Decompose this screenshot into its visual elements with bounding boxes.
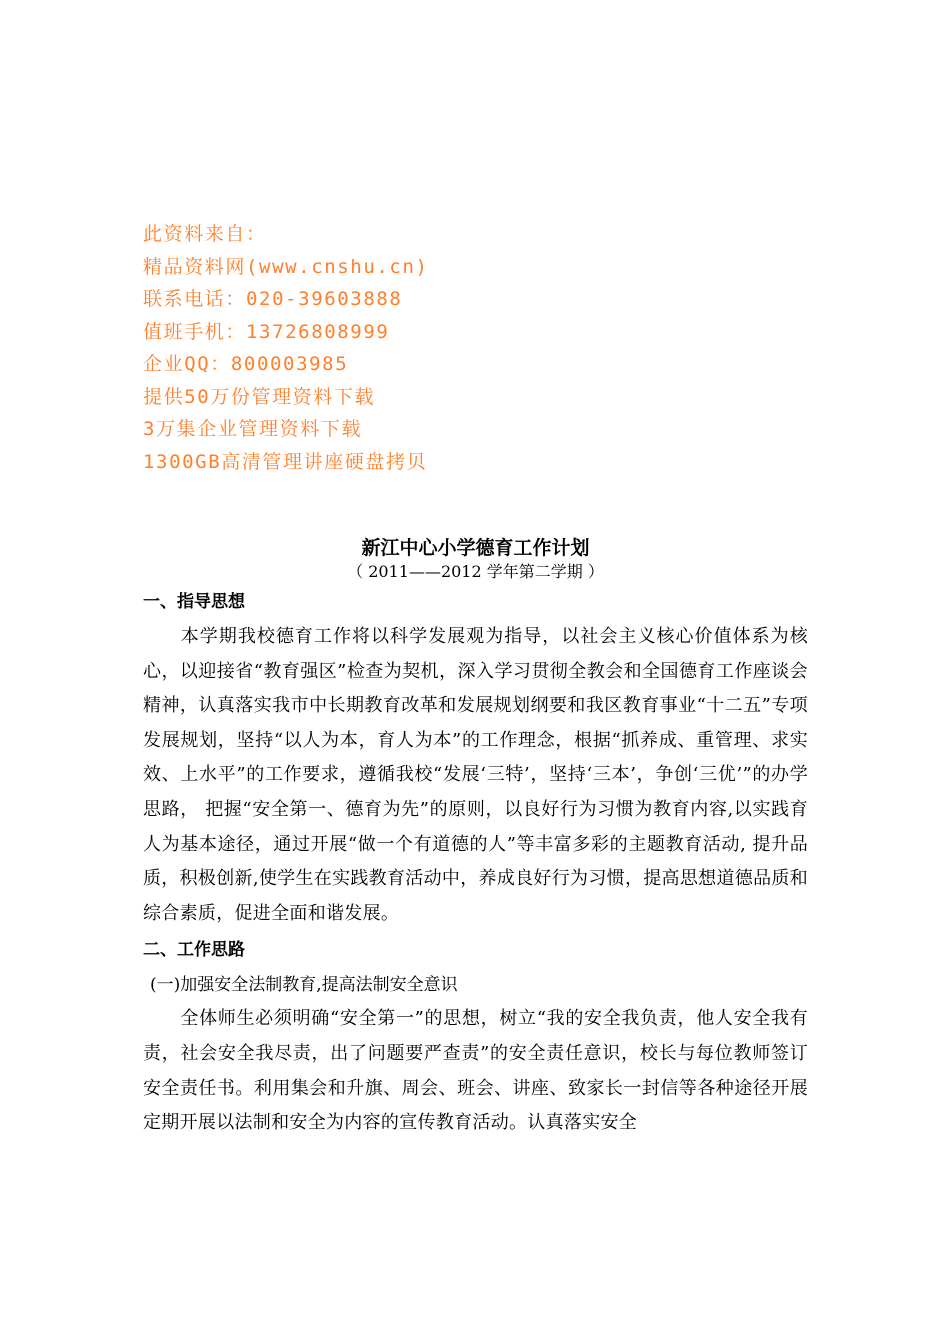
document-body <box>143 532 808 1141</box>
promo-block <box>143 218 783 478</box>
promo-line-phone: 联系电话：020-39603888 <box>143 288 403 310</box>
section-paragraph-safety-education <box>143 1002 808 1140</box>
paragraph-text: 全体师生必须明确“安全第一”的思想，树立“我的安全我负责，他人安全我有责，社会安全我尽责，出了问题要严查责”的安全责任意识，校长与每位教师签订安全责任书。利用集会和升旗、周会、班会、讲座、致家长一封信等各种途径开展定期开展以法制和安全为内容的宣传教育活动。认真落实安全 <box>143 1008 808 1134</box>
promo-line-offer-2: 3万集企业管理资料下载 <box>143 418 363 440</box>
promo-line-qq: 企业QQ：800003985 <box>143 353 349 375</box>
promo-line-offer-1: 提供50万份管理资料下载 <box>143 385 376 408</box>
promo-line-mobile: 值班手机：13726808999 <box>143 320 390 343</box>
section-paragraph-guiding-ideology <box>143 620 808 931</box>
document-title: 新江中心小学德育工作计划 <box>361 537 590 559</box>
paragraph-text: 本学期我校德育工作将以科学发展观为指导，以社会主义核心价值体系为核心，以迎接省“教育强区”检查为契机，深入学习贯彻全教会和全国德育工作座谈会精神，认真落实我市中长期教育改革和发展规划纲要和我区教育事业“十二五”专项发展规划，坚持“以人为本，育人为本”的工作理念，根据“抓养成、重管理、求实效、上水平”的工作要求，遵循我校“发展‘三特’，坚持‘三本’，争创‘三优’”的办学思路， 把握“安全第一、德育为先”的原则，以良好行为习惯为教育内容,以实践育人为基本途径，通过开展“做一个有道德的人”等丰富多彩的主题教育活动, 提升品质，积极创新,使学生在实践教育活动中，养成良好行为习惯，提高思想道德品质和综合素质，促进全面和谐发展。 <box>143 626 808 924</box>
promo-line-website: 精品资料网(www.cnshu.cn) <box>143 255 429 278</box>
promo-line-offer-3: 1300GB高清管理讲座硬盘拷贝 <box>143 450 428 473</box>
document-subtitle: （ 2011——2012 学年第二学期 ） <box>347 562 604 581</box>
subsection-heading-safety-education: (一)加强安全法制教育,提高法制安全意识 <box>150 975 458 996</box>
section-heading-work-approach: 二、工作思路 <box>143 940 245 961</box>
promo-line-source: 此资料来自： <box>143 223 267 245</box>
section-heading-guiding-ideology: 一、指导思想 <box>143 592 245 612</box>
